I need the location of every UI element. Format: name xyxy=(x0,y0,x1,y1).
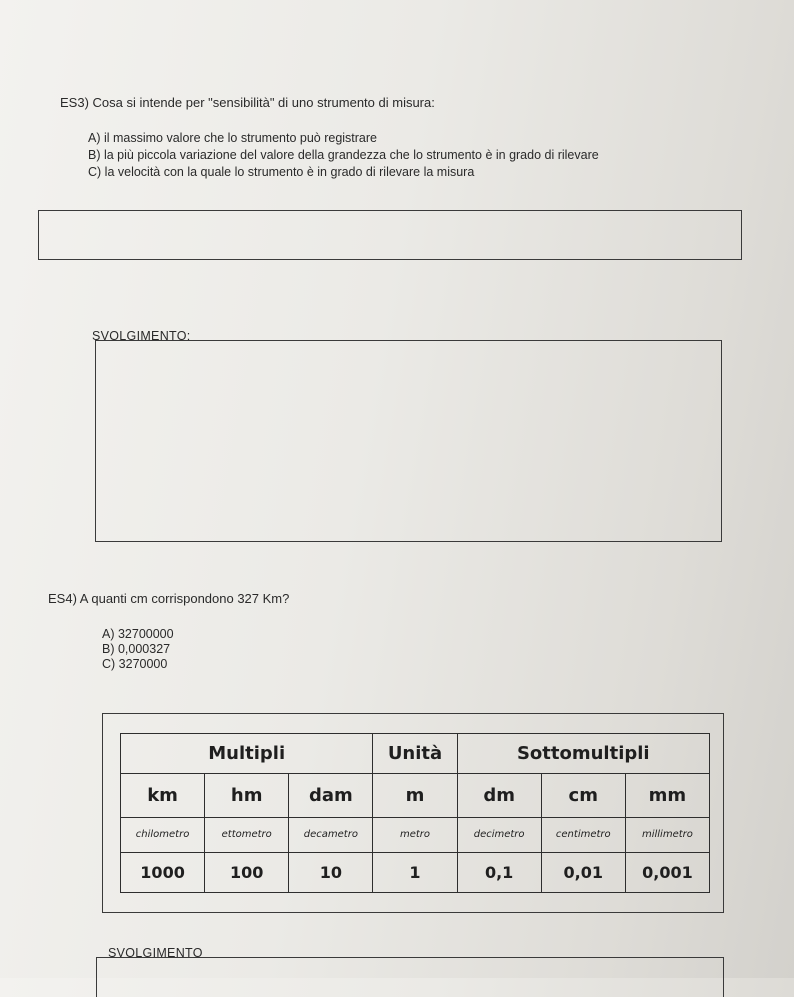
value-cell: 0,001 xyxy=(625,853,709,893)
name-cell: chilometro xyxy=(121,817,205,853)
name-cell: centimetro xyxy=(541,817,625,853)
abbr-cell: m xyxy=(373,773,457,817)
es3-svolgimento-box[interactable] xyxy=(95,340,722,542)
abbr-cell: mm xyxy=(625,773,709,817)
abbr-cell: km xyxy=(121,773,205,817)
name-cell: millimetro xyxy=(625,817,709,853)
es3-svolgimento-label: SVOLGIMENTO: xyxy=(92,329,191,343)
value-cell: 1000 xyxy=(121,853,205,893)
es3-option-b[interactable]: B) la più piccola variazione del valore della grandezza che lo strumento è in grado di rilevare xyxy=(88,148,599,162)
es3-option-c[interactable]: C) la velocità con la quale lo strumento è in grado di rilevare la misura xyxy=(88,165,475,179)
es3-option-a[interactable]: A) il massimo valore che lo strumento può registrare xyxy=(88,131,378,145)
name-cell: decametro xyxy=(289,817,373,853)
value-cell: 1 xyxy=(373,853,457,893)
header-multipli: Multipli xyxy=(121,734,373,774)
value-cell: 10 xyxy=(289,853,373,893)
units-table xyxy=(120,733,710,893)
es3-question: ES3) Cosa si intende per "sensibilità" di uno strumento di misura: xyxy=(60,95,435,110)
name-cell: ettometro xyxy=(205,817,289,853)
es4-svolgimento-box[interactable] xyxy=(96,957,724,997)
abbr-cell: hm xyxy=(205,773,289,817)
value-cell: 100 xyxy=(205,853,289,893)
value-cell: 0,01 xyxy=(541,853,625,893)
abbr-cell: cm xyxy=(541,773,625,817)
es4-option-b[interactable]: B) 0,000327 xyxy=(102,642,171,656)
value-cell: 0,1 xyxy=(457,853,541,893)
es4-option-c[interactable]: C) 3270000 xyxy=(102,657,168,671)
name-cell: decimetro xyxy=(457,817,541,853)
header-sottomultipli: Sottomultipli xyxy=(457,734,709,774)
header-unita: Unità xyxy=(373,734,457,774)
es4-option-a[interactable]: A) 32700000 xyxy=(102,627,174,641)
abbr-cell: dm xyxy=(457,773,541,817)
es3-answer-box[interactable] xyxy=(38,210,742,260)
name-cell: metro xyxy=(373,817,457,853)
es4-question: ES4) A quanti cm corrispondono 327 Km? xyxy=(48,591,290,606)
es4-svolgimento-label: SVOLGIMENTO xyxy=(108,946,203,960)
abbr-cell: dam xyxy=(289,773,373,817)
